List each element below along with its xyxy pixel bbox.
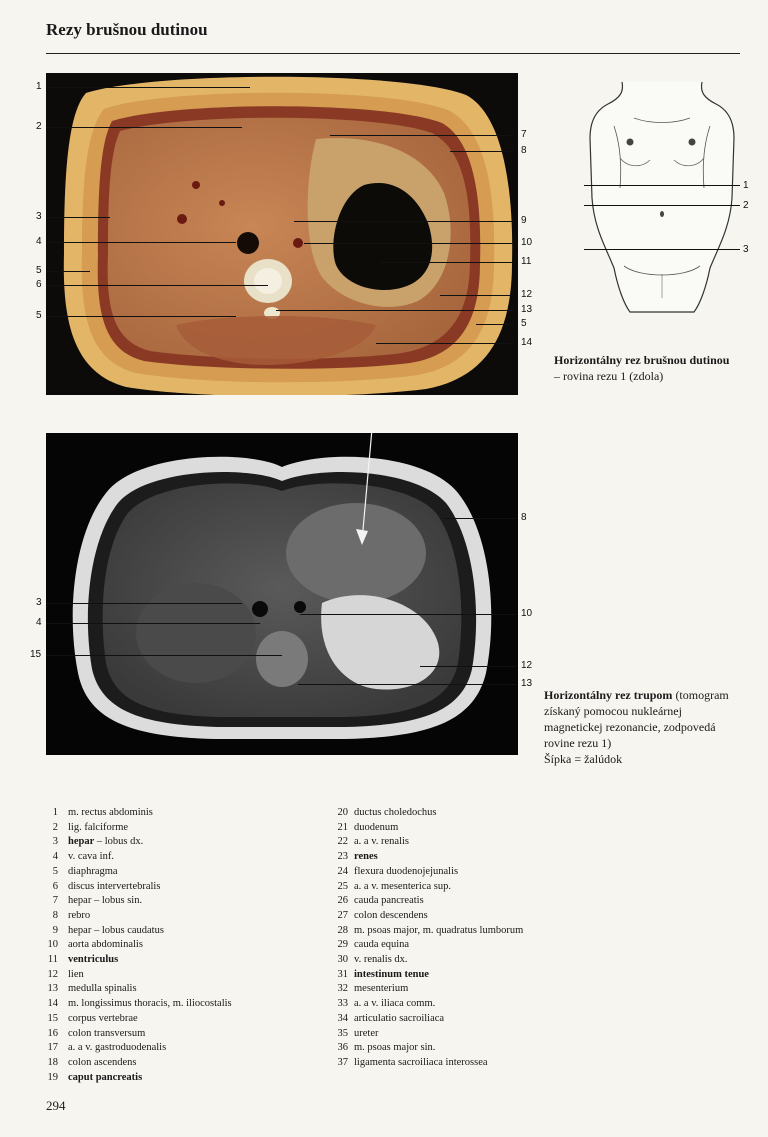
anat-label-right-8: 8 — [521, 145, 527, 156]
legend-number: 5 — [52, 865, 58, 877]
legend-number: 3 — [52, 836, 58, 848]
legend-term — [354, 968, 429, 983]
caption-1-text: – rovina rezu 1 (zdola) — [554, 369, 664, 383]
legend-number: 25 — [337, 880, 348, 892]
legend-number: 27 — [337, 909, 348, 921]
legend-number: 34 — [337, 1012, 348, 1024]
legend-term-part: articulatio sacroiliaca — [354, 1012, 445, 1024]
legend-number: 8 — [52, 909, 58, 921]
legend-number: 29 — [337, 939, 348, 951]
legend-term — [354, 953, 408, 968]
legend-term-part: rebro — [68, 909, 91, 921]
legend-term — [354, 835, 409, 850]
anat-label-left-1: 1 — [36, 81, 42, 92]
legend-term-part: hepar – lobus sin. — [68, 895, 143, 907]
legend-number: 14 — [47, 998, 58, 1010]
legend-term-part: m. longissimus thoracis, m. iliocostalis — [68, 998, 232, 1010]
legend-term — [68, 850, 114, 865]
legend-term-part: cauda equina — [354, 939, 410, 951]
legend-number: 35 — [337, 1027, 348, 1039]
legend-number: 17 — [47, 1042, 58, 1054]
caption-2-line2: získaný pomocou nukleárnej — [544, 704, 682, 718]
anat-label-right-7: 7 — [521, 129, 527, 140]
caption-2-line1: (tomogram — [672, 688, 729, 702]
legend-term — [68, 938, 143, 953]
mri-label-left-4: 4 — [36, 617, 42, 628]
legend-term-part: lien — [68, 968, 84, 980]
legend-term — [354, 806, 437, 821]
legend-term-part: hepar — [68, 836, 95, 848]
legend-term-part: m. rectus abdominis — [68, 807, 153, 818]
anat-label-right-9: 9 — [521, 215, 527, 226]
legend-term — [354, 909, 428, 924]
legend-term — [68, 1041, 166, 1056]
legend-term-part: v. cava inf. — [68, 851, 114, 863]
legend-term — [68, 997, 232, 1012]
legend-term — [68, 806, 153, 821]
legend-number: 6 — [52, 880, 58, 892]
legend-term-part: a. a v. iliaca comm. — [354, 998, 436, 1010]
legend-term-part: ductus choledochus — [354, 807, 437, 818]
legend-number: 33 — [337, 998, 348, 1010]
torso-label-3: 3 — [743, 244, 749, 255]
legend-term-part: discus intervertebralis — [68, 880, 161, 892]
anat-label-right-13: 13 — [521, 304, 533, 315]
legend-term — [68, 1056, 137, 1071]
legend-term — [354, 865, 458, 880]
legend-term — [354, 894, 424, 909]
anat-label-right-5: 5 — [521, 318, 527, 329]
legend-number: 18 — [47, 1056, 58, 1068]
legend-number: 32 — [337, 983, 348, 995]
legend-term-part: lig. falciforme — [68, 821, 129, 833]
legend-term-part: ligamenta sacroiliaca interossea — [354, 1056, 488, 1068]
legend-term — [354, 850, 378, 865]
mri-label-right-12: 12 — [521, 660, 533, 671]
legend-term — [68, 968, 84, 983]
legend-term — [354, 1056, 488, 1071]
caption-2-line5: Šípka = žalúdok — [544, 752, 623, 766]
legend-number: 22 — [337, 836, 348, 848]
mri-label-right-13: 13 — [521, 678, 533, 689]
legend-number: 1 — [52, 807, 58, 818]
anat-label-left-7: 5 — [36, 310, 42, 321]
legend-number: 26 — [337, 895, 348, 907]
legend-term-part: m. psoas major, m. quadratus lumborum — [354, 924, 524, 936]
legend-term — [68, 1027, 145, 1042]
legend-term-part: a. a v. mesenterica sup. — [354, 880, 451, 892]
legend-number: 4 — [52, 851, 58, 863]
legend-term-part: mesenterium — [354, 983, 409, 995]
legend-number: 9 — [52, 924, 58, 936]
mri-label-right-10: 10 — [521, 608, 533, 619]
legend-term-part: flexura duodenojejunalis — [354, 865, 459, 877]
legend-term — [354, 982, 408, 997]
legend-number: 24 — [337, 865, 348, 877]
caption-2-title: Horizontálny rez trupom — [544, 688, 673, 702]
legend-term-part: a. a v. renalis — [354, 836, 410, 848]
legend-term-part: caput pancreatis — [68, 1071, 143, 1083]
legend-term — [354, 1012, 444, 1027]
page-number: 294 — [46, 1098, 66, 1113]
legend-term — [68, 1012, 138, 1027]
anat-label-left-5: 5 — [36, 265, 42, 276]
legend-number: 7 — [52, 895, 58, 907]
legend-number: 36 — [337, 1042, 348, 1054]
caption-2-line3: magnetickej rezonancie, zodpovedá — [544, 720, 716, 734]
legend-term — [68, 880, 160, 895]
legend-term-part: m. psoas major sin. — [354, 1042, 436, 1054]
legend-number: 21 — [337, 821, 348, 833]
legend-term — [68, 821, 128, 836]
caption-2-line4: rovine rezu 1) — [544, 736, 612, 750]
torso-label-1: 1 — [743, 180, 749, 191]
torso-label-2: 2 — [743, 200, 749, 211]
legend-term-part: intestinum tenue — [354, 968, 429, 980]
legend-number: 30 — [337, 954, 348, 965]
legend-term — [354, 1041, 435, 1056]
legend-term — [68, 865, 118, 880]
legend-number: 20 — [337, 807, 348, 818]
legend-term — [354, 924, 523, 939]
legend-term — [354, 821, 398, 836]
legend-term — [68, 982, 137, 997]
legend-number: 11 — [47, 954, 58, 965]
legend-number: 15 — [47, 1012, 58, 1024]
anat-label-right-14: 14 — [521, 337, 533, 348]
legend-number: 10 — [47, 939, 58, 951]
legend-term — [68, 909, 90, 924]
anat-label-right-12: 12 — [521, 289, 533, 300]
legend-term — [68, 1071, 142, 1086]
caption-1-title: Horizontálny rez brušnou dutinou — [554, 353, 730, 367]
legend-term-part: renes — [354, 851, 378, 863]
legend-term — [68, 953, 118, 968]
legend-number: 2 — [52, 821, 58, 833]
mri-label-left-3: 3 — [36, 597, 42, 608]
legend-term — [354, 1027, 378, 1042]
anat-label-right-10: 10 — [521, 237, 533, 248]
legend-number: 13 — [47, 983, 58, 995]
legend-term-part: aorta abdominalis — [68, 939, 143, 951]
anat-label-left-3: 3 — [36, 211, 42, 222]
legend-term-part: duodenum — [354, 821, 399, 833]
legend-term — [354, 938, 409, 953]
legend-term-part: hepar – lobus caudatus — [68, 924, 164, 936]
legend-term-part: v. renalis dx. — [354, 954, 408, 965]
legend-term — [68, 894, 142, 909]
legend-term-part: a. a v. gastroduodenalis — [68, 1042, 167, 1054]
legend-term-part: cauda pancreatis — [354, 895, 424, 907]
legend-term — [68, 924, 164, 939]
mri-label-right-8: 8 — [521, 512, 527, 523]
legend-term-part: ventriculus — [68, 954, 119, 965]
legend-term-part: – lobus dx. — [94, 836, 144, 848]
legend-term-part: colon ascendens — [68, 1056, 137, 1068]
legend-term-part: colon descendens — [354, 909, 428, 921]
legend-number: 28 — [337, 924, 348, 936]
page-title: Rezy brušnou dutinou — [46, 20, 208, 39]
legend-number: 37 — [337, 1056, 348, 1068]
legend-number: 19 — [47, 1071, 58, 1083]
legend-term-part: diaphragma — [68, 865, 118, 877]
legend-term-part: ureter — [354, 1027, 379, 1039]
legend-number: 23 — [337, 851, 348, 863]
legend-term — [68, 835, 143, 850]
legend-term-part: corpus vertebrae — [68, 1012, 138, 1024]
legend-term — [354, 880, 451, 895]
legend-number: 12 — [47, 968, 58, 980]
legend-number: 16 — [47, 1027, 58, 1039]
legend-term-part: colon transversum — [68, 1027, 146, 1039]
legend-term — [354, 997, 435, 1012]
mri-label-left-15: 15 — [30, 649, 42, 660]
anat-label-left-6: 6 — [36, 279, 42, 290]
anat-label-left-4: 4 — [36, 236, 42, 247]
anat-label-right-11: 11 — [521, 256, 532, 267]
legend-number: 31 — [337, 968, 348, 980]
legend-term-part: medulla spinalis — [68, 983, 137, 995]
anat-label-left-2: 2 — [36, 121, 42, 132]
